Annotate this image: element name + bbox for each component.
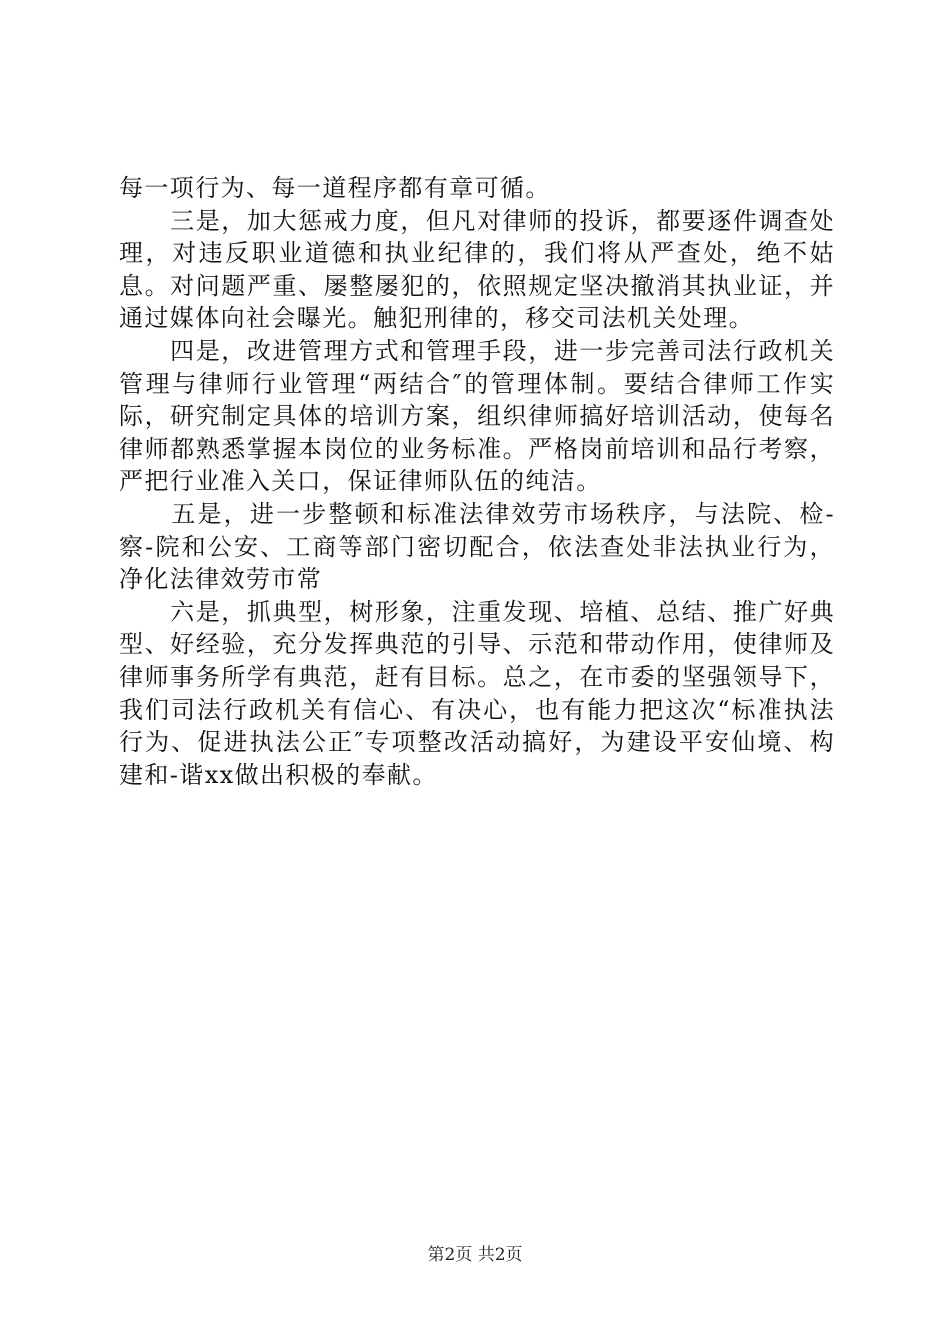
paragraph-continuation: 每一项行为、每一道程序都有章可循。 bbox=[119, 174, 551, 202]
paragraph-point-four: 四是，改进管理方式和管理手段，进一步完善司法行政机关管理与律师行业管理“两结合″的管理体制。要结合律师工作实际，研究制定具体的培训方案，组织律师搞好培训活动，使每名律师都熟悉掌握本岗位的业务标准。严格岗前培训和品行考察，严把行业准入关口，保证律师队伍的纯洁。 bbox=[119, 336, 835, 496]
paragraph-point-three: 三是，加大惩戒力度，但凡对律师的投诉，都要逐件调查处理，对违反职业道德和执业纪律的，我们将从严查处，绝不姑息。对问题严重、屡整屡犯的，依照规定坚决撤消其执业证，并通过媒体向社会曝光。触犯刑律的，移交司法机关处理。 bbox=[119, 206, 835, 333]
document-body bbox=[119, 172, 835, 791]
paragraph-point-five: 五是，进一步整顿和标准法律效劳市场秩序，与法院、检-察-院和公安、工商等部门密切配合，依法查处非法执业行为，净化法律效劳市常 bbox=[119, 499, 835, 594]
paragraph-point-six: 六是，抓典型，树形象，注重发现、培植、总结、推广好典型、好经验，充分发挥典范的引导、示范和带动作用，使律师及律师事务所学有典范，赶有目标。总之，在市委的坚强领导下，我们司法行政机关有信心、有决心，也有能力把这次“标准执法行为、促进执法公正″专项整改活动搞好，为建设平安仙境、构建和-谐xx做出积极的奉献。 bbox=[119, 597, 835, 789]
page-footer: 第2页 共2页 bbox=[427, 1245, 523, 1265]
